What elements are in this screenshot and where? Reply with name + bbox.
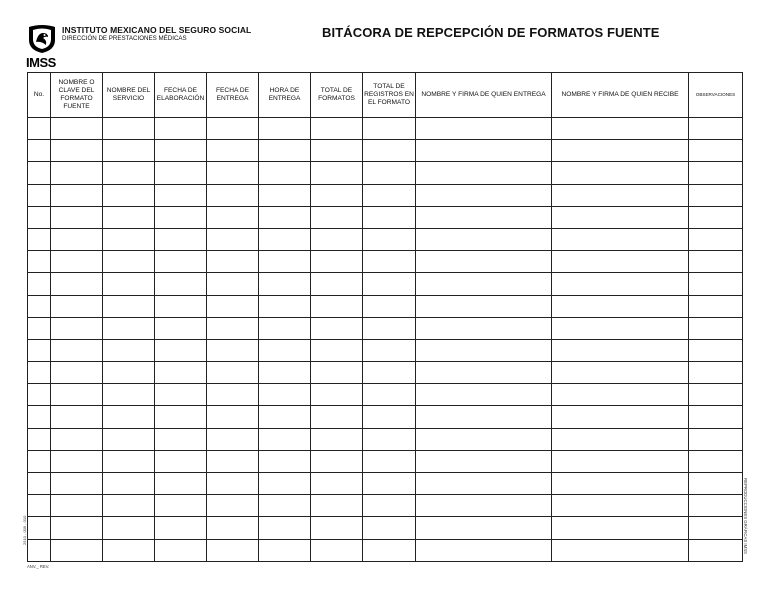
table-row bbox=[28, 118, 743, 140]
table-cell[interactable] bbox=[689, 339, 743, 361]
table-cell[interactable] bbox=[552, 184, 689, 206]
table-cell[interactable] bbox=[689, 295, 743, 317]
table-cell[interactable] bbox=[207, 539, 259, 561]
table-cell[interactable] bbox=[416, 251, 552, 273]
table-cell[interactable] bbox=[552, 517, 689, 539]
table-cell[interactable] bbox=[363, 362, 416, 384]
table-header-row bbox=[28, 73, 743, 118]
table-cell[interactable] bbox=[552, 273, 689, 295]
table-cell[interactable] bbox=[51, 118, 103, 140]
table-cell[interactable] bbox=[207, 473, 259, 495]
table-cell[interactable] bbox=[311, 317, 363, 339]
table-cell[interactable] bbox=[28, 206, 51, 228]
table-cell[interactable] bbox=[259, 273, 311, 295]
table-cell[interactable] bbox=[51, 162, 103, 184]
table-cell[interactable] bbox=[311, 162, 363, 184]
table-cell[interactable] bbox=[28, 339, 51, 361]
table-cell[interactable] bbox=[155, 317, 207, 339]
table-cell[interactable] bbox=[689, 317, 743, 339]
revision-label: ANV._ REV. bbox=[27, 564, 50, 569]
table-cell[interactable] bbox=[311, 118, 363, 140]
table-cell[interactable] bbox=[552, 339, 689, 361]
table-cell[interactable] bbox=[259, 228, 311, 250]
table-cell[interactable] bbox=[28, 228, 51, 250]
table-row bbox=[28, 339, 743, 361]
table-cell[interactable] bbox=[311, 473, 363, 495]
table-cell[interactable] bbox=[207, 273, 259, 295]
table-cell[interactable] bbox=[28, 495, 51, 517]
table-cell[interactable] bbox=[103, 118, 155, 140]
table-cell[interactable] bbox=[363, 406, 416, 428]
table-cell[interactable] bbox=[28, 384, 51, 406]
table-row bbox=[28, 206, 743, 228]
table-cell[interactable] bbox=[363, 384, 416, 406]
table-cell[interactable] bbox=[259, 118, 311, 140]
table-cell[interactable] bbox=[207, 450, 259, 472]
table-cell[interactable] bbox=[207, 428, 259, 450]
table-cell[interactable] bbox=[416, 495, 552, 517]
table-cell[interactable] bbox=[207, 406, 259, 428]
imss-logo-text: IMSS bbox=[26, 55, 56, 70]
table-row bbox=[28, 184, 743, 206]
table-body bbox=[28, 118, 743, 562]
table-cell[interactable] bbox=[155, 362, 207, 384]
table-cell[interactable] bbox=[155, 184, 207, 206]
table-cell[interactable] bbox=[259, 140, 311, 162]
table-cell[interactable] bbox=[363, 495, 416, 517]
table-cell[interactable] bbox=[416, 273, 552, 295]
table-cell[interactable] bbox=[259, 184, 311, 206]
table-cell[interactable] bbox=[259, 406, 311, 428]
table-cell[interactable] bbox=[155, 273, 207, 295]
document-title: BITÁCORA DE REPCEPCIÓN DE FORMATOS FUENTE bbox=[322, 25, 660, 40]
table-cell[interactable] bbox=[416, 184, 552, 206]
table-cell[interactable] bbox=[207, 517, 259, 539]
table-cell[interactable] bbox=[28, 450, 51, 472]
table-cell[interactable] bbox=[363, 184, 416, 206]
table-cell[interactable] bbox=[155, 339, 207, 361]
table-cell[interactable] bbox=[363, 428, 416, 450]
table-cell[interactable] bbox=[51, 184, 103, 206]
table-cell[interactable] bbox=[259, 317, 311, 339]
table-cell[interactable] bbox=[363, 473, 416, 495]
table-cell[interactable] bbox=[51, 406, 103, 428]
table-cell[interactable] bbox=[416, 362, 552, 384]
table-cell[interactable] bbox=[103, 162, 155, 184]
table-cell[interactable] bbox=[552, 118, 689, 140]
log-table bbox=[27, 72, 743, 562]
table-row bbox=[28, 539, 743, 561]
table-cell[interactable] bbox=[259, 428, 311, 450]
table-cell[interactable] bbox=[416, 162, 552, 184]
table-cell[interactable] bbox=[103, 140, 155, 162]
table-row bbox=[28, 162, 743, 184]
table-row bbox=[28, 473, 743, 495]
table-cell[interactable] bbox=[259, 251, 311, 273]
table-cell[interactable] bbox=[311, 339, 363, 361]
table-cell[interactable] bbox=[689, 406, 743, 428]
table-cell[interactable] bbox=[103, 495, 155, 517]
table-cell[interactable] bbox=[51, 317, 103, 339]
table-cell[interactable] bbox=[259, 539, 311, 561]
table-cell[interactable] bbox=[259, 495, 311, 517]
table-cell[interactable] bbox=[207, 228, 259, 250]
table-cell[interactable] bbox=[363, 539, 416, 561]
table-cell[interactable] bbox=[689, 162, 743, 184]
table-cell[interactable] bbox=[689, 539, 743, 561]
table-cell[interactable] bbox=[552, 473, 689, 495]
table-cell[interactable] bbox=[51, 228, 103, 250]
table-cell[interactable] bbox=[311, 184, 363, 206]
table-cell[interactable] bbox=[155, 384, 207, 406]
table-cell[interactable] bbox=[103, 317, 155, 339]
table-cell[interactable] bbox=[363, 517, 416, 539]
table-row bbox=[28, 140, 743, 162]
table-cell[interactable] bbox=[51, 384, 103, 406]
table-cell[interactable] bbox=[689, 273, 743, 295]
institution-name: INSTITUTO MEXICANO DEL SEGURO SOCIAL bbox=[62, 25, 252, 35]
table-cell[interactable] bbox=[51, 206, 103, 228]
table-cell[interactable] bbox=[155, 140, 207, 162]
table-row bbox=[28, 295, 743, 317]
table-row bbox=[28, 273, 743, 295]
table-row bbox=[28, 428, 743, 450]
table-cell[interactable] bbox=[28, 118, 51, 140]
table-cell[interactable] bbox=[259, 384, 311, 406]
table-cell[interactable] bbox=[207, 339, 259, 361]
table-cell[interactable] bbox=[51, 450, 103, 472]
table-cell[interactable] bbox=[28, 362, 51, 384]
col-header-quien-recibe: NOMBRE Y FIRMA DE QUIEN RECIBE bbox=[552, 73, 689, 118]
table-cell[interactable] bbox=[363, 317, 416, 339]
table-cell[interactable] bbox=[552, 384, 689, 406]
table-cell[interactable] bbox=[311, 539, 363, 561]
table-cell[interactable] bbox=[103, 450, 155, 472]
table-cell[interactable] bbox=[416, 339, 552, 361]
table-cell[interactable] bbox=[259, 517, 311, 539]
table-cell[interactable] bbox=[311, 228, 363, 250]
table-cell[interactable] bbox=[207, 362, 259, 384]
table-row bbox=[28, 251, 743, 273]
table-cell[interactable] bbox=[311, 495, 363, 517]
table-cell[interactable] bbox=[259, 362, 311, 384]
table-cell[interactable] bbox=[689, 362, 743, 384]
table-cell[interactable] bbox=[552, 539, 689, 561]
table-cell[interactable] bbox=[363, 162, 416, 184]
col-header-fecha-entrega: FECHA DE ENTREGA bbox=[207, 73, 259, 118]
table-row bbox=[28, 517, 743, 539]
table-cell[interactable] bbox=[259, 295, 311, 317]
table-cell[interactable] bbox=[552, 295, 689, 317]
table-cell[interactable] bbox=[207, 384, 259, 406]
col-header-quien-entrega: NOMBRE Y FIRMA DE QUIEN ENTREGA bbox=[416, 73, 552, 118]
table-cell[interactable] bbox=[311, 517, 363, 539]
table-cell[interactable] bbox=[259, 162, 311, 184]
table-cell[interactable] bbox=[207, 295, 259, 317]
table-cell[interactable] bbox=[28, 295, 51, 317]
table-cell[interactable] bbox=[311, 406, 363, 428]
table-cell[interactable] bbox=[363, 450, 416, 472]
table-cell[interactable] bbox=[416, 473, 552, 495]
col-header-total-formatos: TOTAL DE FORMATOS bbox=[311, 73, 363, 118]
table-cell[interactable] bbox=[416, 539, 552, 561]
table-cell[interactable] bbox=[103, 473, 155, 495]
table-cell[interactable] bbox=[311, 362, 363, 384]
table-cell[interactable] bbox=[103, 384, 155, 406]
table-cell[interactable] bbox=[311, 273, 363, 295]
table-cell[interactable] bbox=[363, 273, 416, 295]
table-cell[interactable] bbox=[103, 273, 155, 295]
table-cell[interactable] bbox=[689, 517, 743, 539]
table-cell[interactable] bbox=[103, 295, 155, 317]
table-cell[interactable] bbox=[155, 450, 207, 472]
table-cell[interactable] bbox=[155, 118, 207, 140]
table-cell[interactable] bbox=[103, 206, 155, 228]
table-cell[interactable] bbox=[363, 339, 416, 361]
form-code: 2510 - 009 - 010 bbox=[22, 515, 27, 545]
table-cell[interactable] bbox=[311, 384, 363, 406]
imss-logo bbox=[26, 24, 60, 70]
table-cell[interactable] bbox=[207, 317, 259, 339]
table-cell[interactable] bbox=[311, 251, 363, 273]
table-cell[interactable] bbox=[689, 206, 743, 228]
table-cell[interactable] bbox=[259, 450, 311, 472]
table-cell[interactable] bbox=[689, 473, 743, 495]
col-header-fecha-elaboracion: FECHA DE ELABORACIÓN bbox=[155, 73, 207, 118]
table-row bbox=[28, 317, 743, 339]
table-cell[interactable] bbox=[207, 495, 259, 517]
table-cell[interactable] bbox=[552, 140, 689, 162]
table-cell[interactable] bbox=[416, 295, 552, 317]
table-row bbox=[28, 362, 743, 384]
table-cell[interactable] bbox=[51, 473, 103, 495]
table-cell[interactable] bbox=[552, 450, 689, 472]
table-cell[interactable] bbox=[363, 295, 416, 317]
table-cell[interactable] bbox=[416, 228, 552, 250]
table-cell[interactable] bbox=[103, 184, 155, 206]
printer-note: REPRODUCCIONES GRÁFICAS IMSS bbox=[743, 478, 748, 554]
table-cell[interactable] bbox=[51, 140, 103, 162]
col-header-formato-fuente: NOMBRE O CLAVE DEL FORMATO FUENTE bbox=[51, 73, 103, 118]
table-cell[interactable] bbox=[103, 428, 155, 450]
table-cell[interactable] bbox=[689, 228, 743, 250]
table-cell[interactable] bbox=[103, 517, 155, 539]
table-cell[interactable] bbox=[155, 206, 207, 228]
imss-eagle-emblem-icon bbox=[26, 24, 58, 54]
table-cell[interactable] bbox=[363, 118, 416, 140]
table-cell[interactable] bbox=[28, 428, 51, 450]
table-cell[interactable] bbox=[155, 162, 207, 184]
table-cell[interactable] bbox=[155, 495, 207, 517]
department-name: DIRECCIÓN DE PRESTACIONES MÉDICAS bbox=[62, 35, 187, 42]
table-cell[interactable] bbox=[689, 428, 743, 450]
table-cell[interactable] bbox=[155, 251, 207, 273]
table-cell[interactable] bbox=[155, 406, 207, 428]
table-cell[interactable] bbox=[103, 228, 155, 250]
table-cell[interactable] bbox=[28, 406, 51, 428]
table-cell[interactable] bbox=[689, 384, 743, 406]
table-cell[interactable] bbox=[416, 406, 552, 428]
table-cell[interactable] bbox=[552, 495, 689, 517]
table-cell[interactable] bbox=[51, 273, 103, 295]
table-cell[interactable] bbox=[51, 362, 103, 384]
table-row bbox=[28, 384, 743, 406]
table-cell[interactable] bbox=[155, 473, 207, 495]
table-cell[interactable] bbox=[363, 228, 416, 250]
table-cell[interactable] bbox=[416, 428, 552, 450]
table-row bbox=[28, 495, 743, 517]
table-cell[interactable] bbox=[552, 428, 689, 450]
table-cell[interactable] bbox=[311, 428, 363, 450]
table-cell[interactable] bbox=[28, 539, 51, 561]
table-cell[interactable] bbox=[552, 362, 689, 384]
table-cell[interactable] bbox=[51, 428, 103, 450]
table-cell[interactable] bbox=[103, 362, 155, 384]
col-header-no: No. bbox=[28, 73, 51, 118]
table-cell[interactable] bbox=[416, 450, 552, 472]
table-cell[interactable] bbox=[51, 251, 103, 273]
table-cell[interactable] bbox=[28, 251, 51, 273]
table-cell[interactable] bbox=[207, 206, 259, 228]
table-cell[interactable] bbox=[28, 140, 51, 162]
table-cell[interactable] bbox=[363, 140, 416, 162]
col-header-observaciones: OBSERVACIONES bbox=[689, 73, 743, 118]
table-cell[interactable] bbox=[51, 495, 103, 517]
table-cell[interactable] bbox=[311, 295, 363, 317]
table-cell[interactable] bbox=[552, 228, 689, 250]
table-cell[interactable] bbox=[416, 517, 552, 539]
table-cell[interactable] bbox=[311, 206, 363, 228]
table-cell[interactable] bbox=[689, 251, 743, 273]
table-cell[interactable] bbox=[155, 539, 207, 561]
table-cell[interactable] bbox=[552, 406, 689, 428]
table-cell[interactable] bbox=[416, 118, 552, 140]
table-cell[interactable] bbox=[28, 473, 51, 495]
table-cell[interactable] bbox=[416, 140, 552, 162]
table-cell[interactable] bbox=[259, 206, 311, 228]
table-cell[interactable] bbox=[259, 339, 311, 361]
table-cell[interactable] bbox=[28, 162, 51, 184]
table-cell[interactable] bbox=[552, 251, 689, 273]
table-cell[interactable] bbox=[103, 339, 155, 361]
table-cell[interactable] bbox=[311, 450, 363, 472]
table-cell[interactable] bbox=[103, 406, 155, 428]
table-cell[interactable] bbox=[51, 517, 103, 539]
table-cell[interactable] bbox=[155, 428, 207, 450]
table-cell[interactable] bbox=[28, 317, 51, 339]
table-cell[interactable] bbox=[155, 295, 207, 317]
table-cell[interactable] bbox=[311, 140, 363, 162]
table-cell[interactable] bbox=[207, 162, 259, 184]
table-cell[interactable] bbox=[416, 384, 552, 406]
table-cell[interactable] bbox=[28, 184, 51, 206]
table-cell[interactable] bbox=[155, 228, 207, 250]
col-header-total-registros: TOTAL DE REGISTROS EN EL FORMATO bbox=[363, 73, 416, 118]
table-cell[interactable] bbox=[207, 118, 259, 140]
table-row bbox=[28, 450, 743, 472]
table-cell[interactable] bbox=[416, 317, 552, 339]
table-row bbox=[28, 406, 743, 428]
table-row bbox=[28, 228, 743, 250]
table-cell[interactable] bbox=[689, 495, 743, 517]
table-cell[interactable] bbox=[103, 539, 155, 561]
col-header-hora-entrega: HORA DE ENTREGA bbox=[259, 73, 311, 118]
table-cell[interactable] bbox=[689, 450, 743, 472]
table-cell[interactable] bbox=[28, 517, 51, 539]
table-cell[interactable] bbox=[51, 339, 103, 361]
table-cell[interactable] bbox=[552, 162, 689, 184]
table-cell[interactable] bbox=[207, 251, 259, 273]
table-cell[interactable] bbox=[363, 251, 416, 273]
table-cell[interactable] bbox=[207, 184, 259, 206]
table-cell[interactable] bbox=[689, 140, 743, 162]
table-cell[interactable] bbox=[103, 251, 155, 273]
table-cell[interactable] bbox=[363, 206, 416, 228]
table-cell[interactable] bbox=[51, 539, 103, 561]
table-cell[interactable] bbox=[689, 118, 743, 140]
table-cell[interactable] bbox=[51, 295, 103, 317]
col-header-servicio: NOMBRE DEL SERVICIO bbox=[103, 73, 155, 118]
table-cell[interactable] bbox=[259, 473, 311, 495]
table-cell[interactable] bbox=[155, 517, 207, 539]
table-cell[interactable] bbox=[28, 273, 51, 295]
table-cell[interactable] bbox=[416, 206, 552, 228]
table-cell[interactable] bbox=[552, 206, 689, 228]
table-cell[interactable] bbox=[207, 140, 259, 162]
table-cell[interactable] bbox=[689, 184, 743, 206]
table-cell[interactable] bbox=[552, 317, 689, 339]
